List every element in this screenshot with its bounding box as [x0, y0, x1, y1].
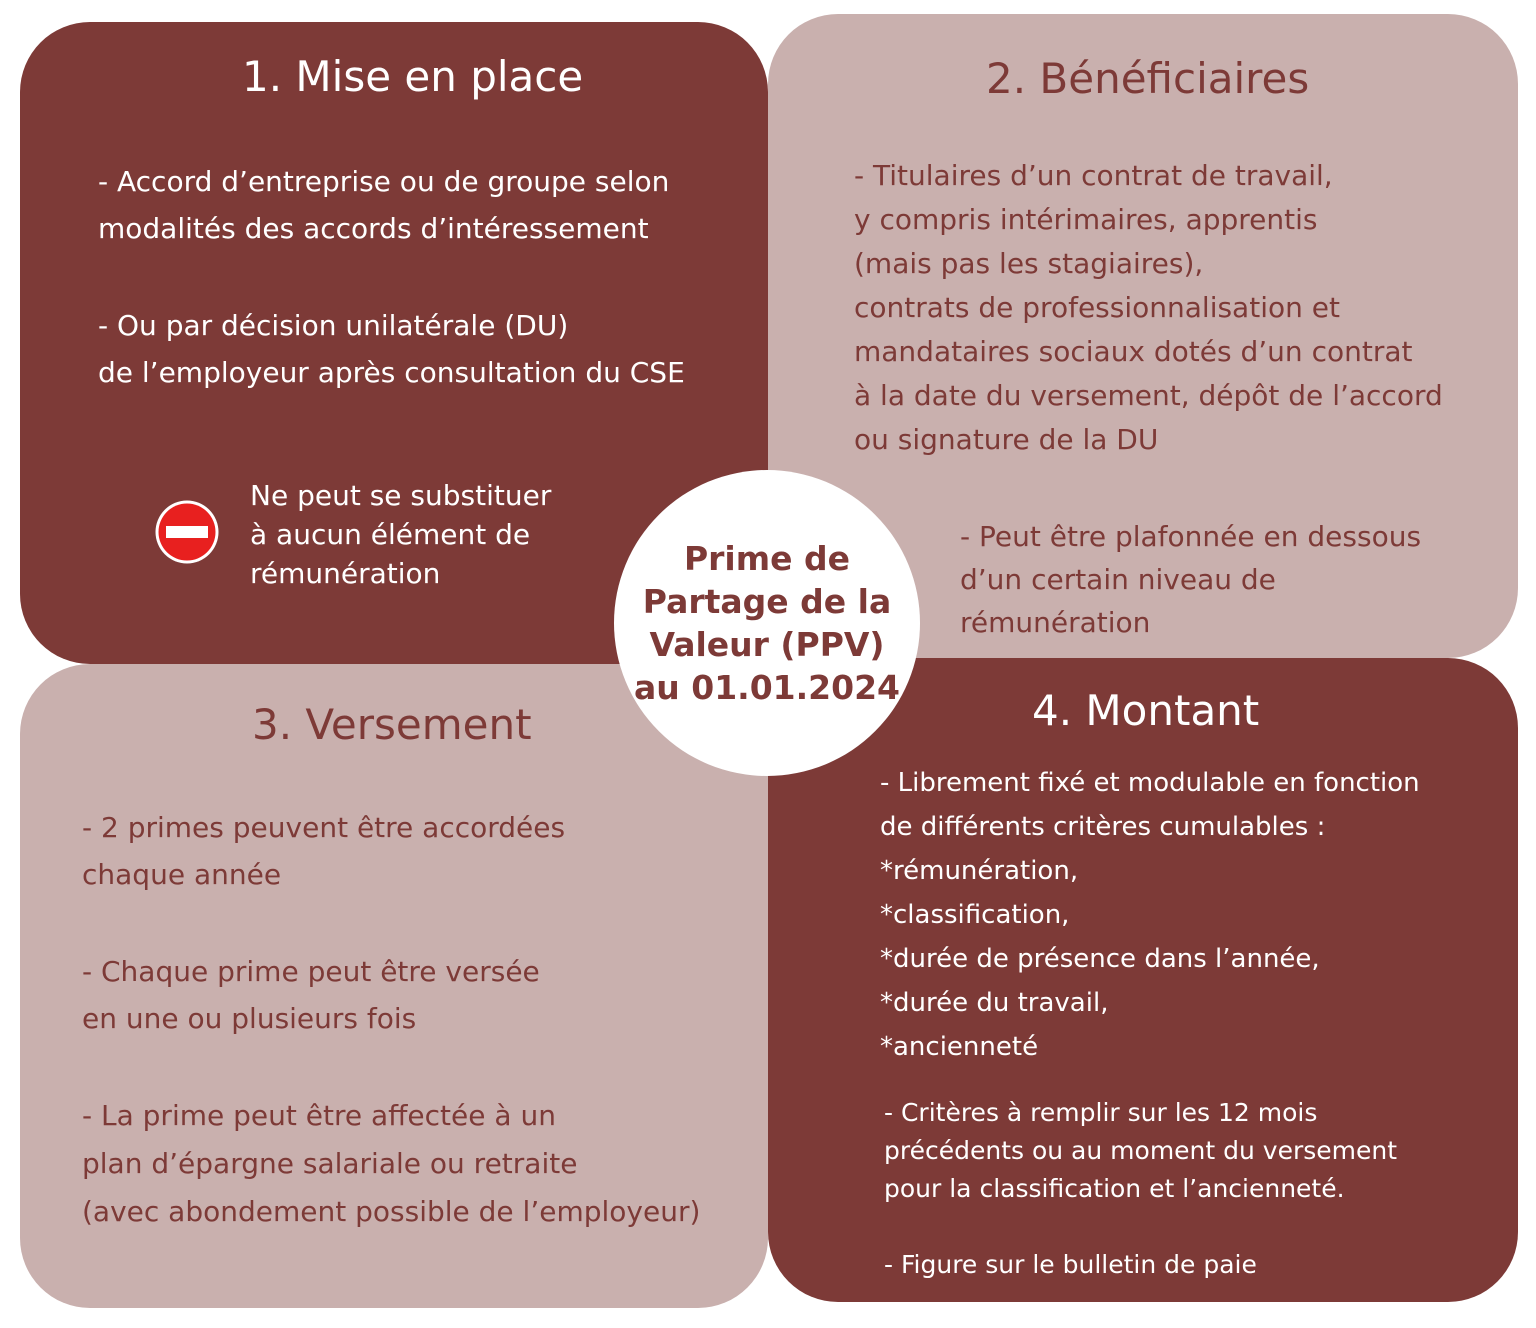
warning-note: Ne peut se substituer à aucun élément de rémunération: [250, 479, 552, 590]
text-block: - La prime peut être affectée à un plan d’épargne salariale ou retraite (avec abondement possible de l’employeur): [82, 1099, 701, 1228]
text-block: - Ou par décision unilatérale (DU) de l’employeur après consultation du CSE: [98, 309, 685, 389]
text-block: - Chaque prime peut être versée en une ou plusieurs fois: [82, 955, 540, 1035]
center-circle: [614, 470, 920, 776]
quadrant-title: 3. Versement: [252, 700, 532, 749]
quadrant-title: 4. Montant: [1032, 686, 1260, 735]
text-block: - Accord d’entreprise ou de groupe selon modalités des accords d’intéressement: [98, 165, 670, 245]
text-block: - Peut être plafonnée en dessous d’un certain niveau de rémunération: [960, 520, 1422, 639]
no-entry-icon: [154, 499, 220, 565]
quadrant-title: 1. Mise en place: [242, 52, 584, 101]
text-block: - Critères à remplir sur les 12 mois précédents ou au moment du versement pour la classification et l’ancienneté.: [884, 1098, 1398, 1203]
center-title: Prime de Partage de la Valeur (PPV) au 01.01.2024: [633, 539, 900, 707]
quadrant-title: 2. Bénéficiaires: [986, 54, 1310, 103]
quadrant-montant: [768, 658, 1518, 1302]
text-block: - 2 primes peuvent être accordées chaque année: [82, 811, 566, 891]
text-block: - Figure sur le bulletin de paie: [884, 1250, 1257, 1279]
text-block: - Librement fixé et modulable en fonction de différents critères cumulables : *rémunération, *classification, *durée de présence dans l’année, *durée du travail, *ancienneté: [880, 768, 1420, 1062]
text-block: - Titulaires d’un contrat de travail, y compris intérimaires, apprentis (mais pas les stagiaires), contrats de professionnalisation et mandataires sociaux dotés d’un contrat à la date du versement, dépôt de l’accord ou signature de la DU: [854, 159, 1443, 456]
quadrant-versement: [20, 664, 768, 1308]
